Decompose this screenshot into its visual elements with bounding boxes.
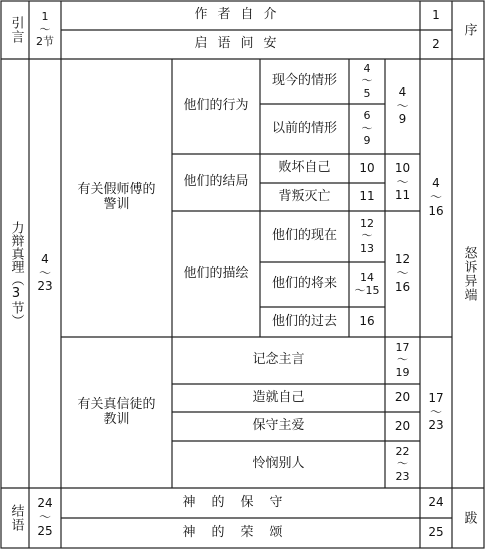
group-label: 他们的结局 <box>183 174 249 190</box>
item-verse: 17 ～ 19 <box>395 340 410 379</box>
item-text: 现今的情形 <box>271 73 337 89</box>
item-text: 记念主言 <box>252 352 305 368</box>
epilogue-label: 跋 <box>461 511 477 525</box>
intro-row-verse: 2 <box>432 36 440 51</box>
item-text: 他们的将来 <box>271 276 337 292</box>
item-verse: 6 ～ 9 <box>361 109 373 148</box>
conclusion-verse-range: 24 ～ 25 <box>37 496 53 538</box>
false-teachers-label: 有关假师傅的 警训 <box>77 182 156 212</box>
intro-row-title: 启语问安 <box>194 36 287 52</box>
intro-row-verse: 1 <box>432 7 440 22</box>
conclusion-row-verse: 24 <box>428 495 444 510</box>
group-label: 他们的描绘 <box>183 265 249 281</box>
intro-row-title: 作者自介 <box>194 7 287 23</box>
false-teachers-range: 4 ～ 16 <box>428 176 444 218</box>
preface-label: 序 <box>461 23 477 37</box>
conclusion-label: 结语 <box>8 504 24 532</box>
intro-verse-range: 1 ～ 2节 <box>36 10 54 49</box>
item-verse: 14 ～15 <box>354 270 380 297</box>
item-verse: 20 <box>394 390 411 405</box>
conclusion-row-verse: 25 <box>428 525 444 540</box>
item-text: 造就自己 <box>252 389 305 405</box>
item-verse: 20 <box>394 418 411 433</box>
group-range: 12 ～ 16 <box>394 252 411 294</box>
group-label: 他们的行为 <box>183 98 249 114</box>
conclusion-row-title: 神的保守 <box>182 494 299 510</box>
item-text: 他们的现在 <box>271 228 337 244</box>
item-verse: 12 ～ 13 <box>360 216 374 255</box>
item-verse: 10 <box>359 160 375 175</box>
body-label: 力辩真理（3节） <box>8 220 24 327</box>
item-text: 保守主爱 <box>252 418 305 434</box>
item-verse: 11 <box>359 189 375 204</box>
intro-label: 引言 <box>8 16 24 44</box>
group-range: 4 ～ 9 <box>396 84 409 127</box>
item-text: 怜悯别人 <box>252 456 305 472</box>
item-text: 他们的过去 <box>271 313 337 329</box>
true-believers-range: 17 ～ 23 <box>428 390 444 433</box>
item-text: 败坏自己 <box>278 160 331 176</box>
item-verse: 22 ～ 23 <box>395 444 410 483</box>
main-theme-label: 怒诉异端 <box>461 245 477 302</box>
true-believers-label: 有关真信徒的 教训 <box>77 396 156 427</box>
conclusion-row-title: 神的荣颂 <box>182 524 299 540</box>
item-verse: 16 <box>359 314 375 329</box>
group-range: 10 ～ 11 <box>394 160 411 203</box>
item-text: 背叛灭亡 <box>278 188 331 204</box>
item-text: 以前的情形 <box>271 120 337 136</box>
body-verse-range: 4 ～ 23 <box>37 251 53 294</box>
item-verse: 4 ～ 5 <box>361 61 373 100</box>
